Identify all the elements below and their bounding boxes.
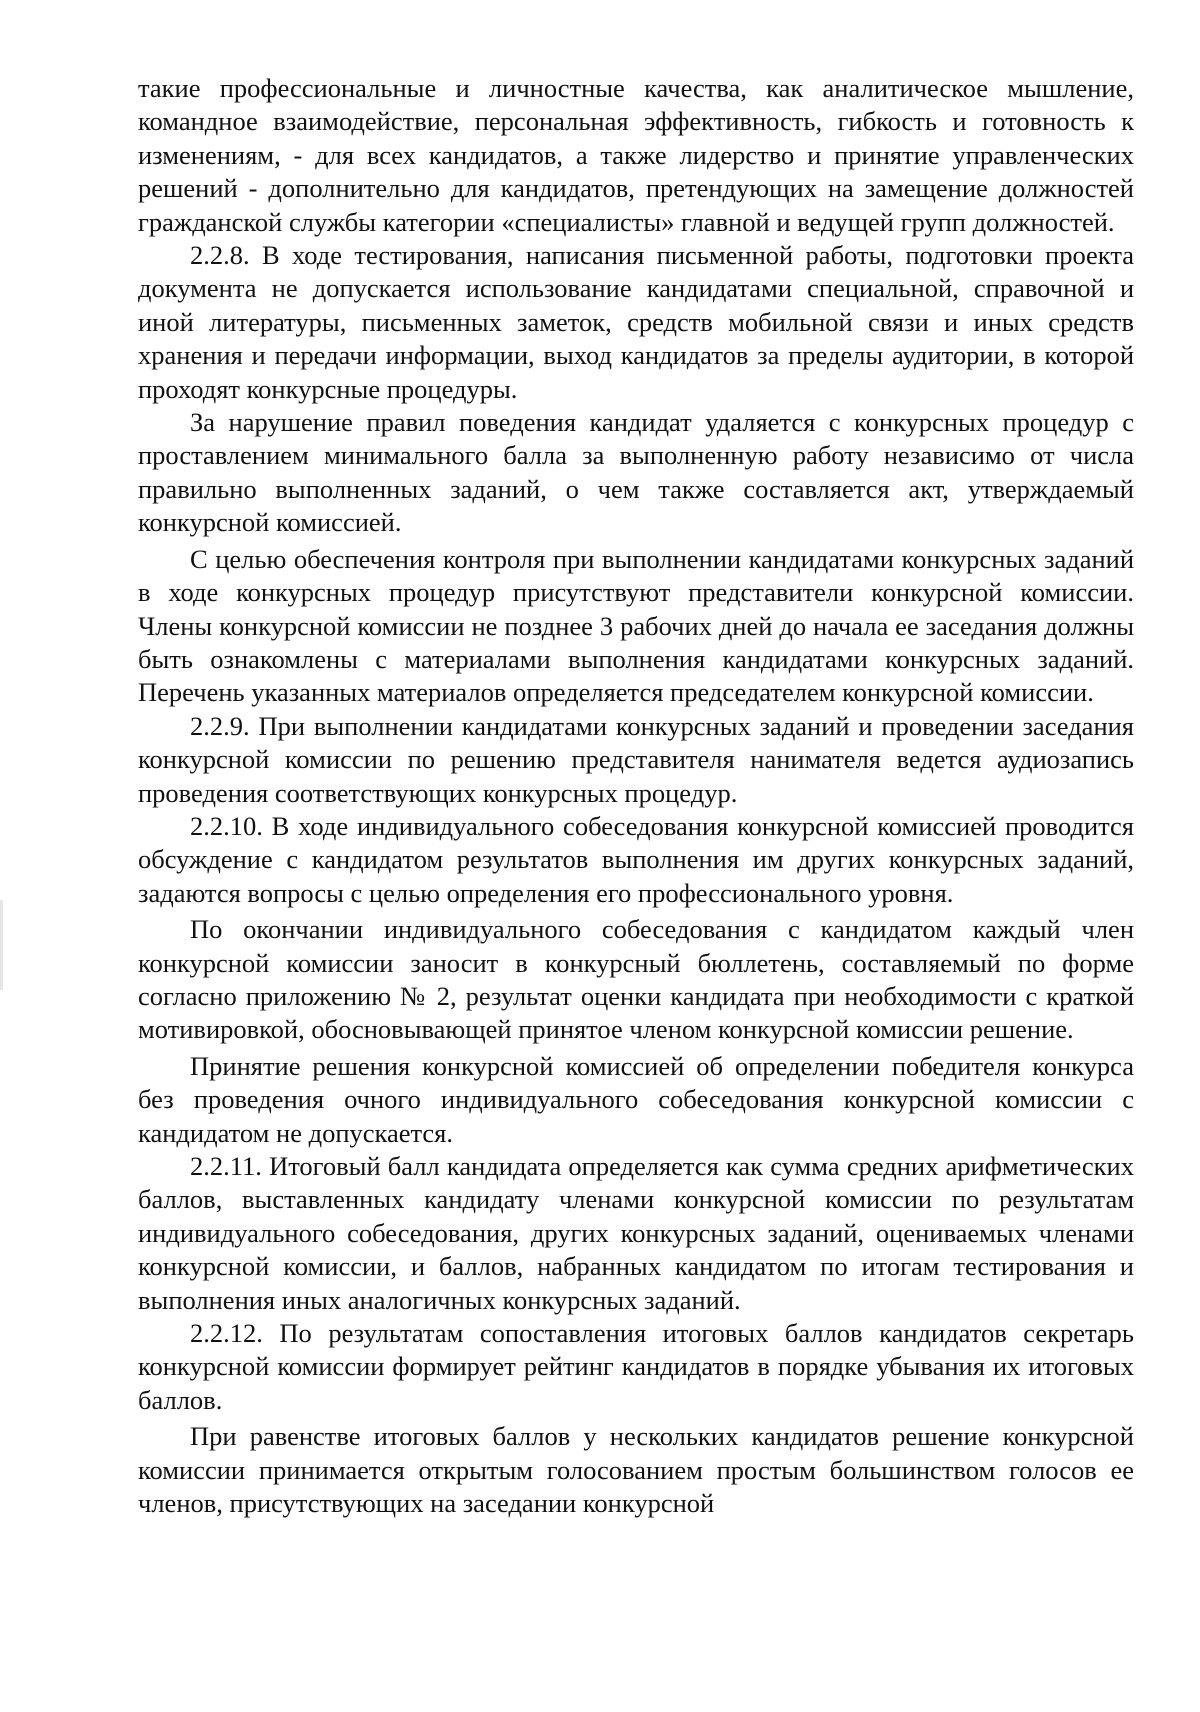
paragraph-2-2-12: 2.2.12. По результатам сопоставления итоговых баллов кандидатов секретарь конкурсной комиссии формирует рейтинг кандидатов в порядке убывания их итоговых баллов. bbox=[138, 1318, 1134, 1415]
paragraph-interview-ballot: По окончании индивидуального собеседования с кандидатом каждый член конкурсной комиссии заносит в конкурсный бюллетень, составляемый по форме согласно приложению № 2, результат оценки кандидата при необходимости с краткой мотивировкой, обосновывающей принятое членом конкурсной комиссии решение. bbox=[138, 914, 1134, 1045]
scan-edge-mark bbox=[0, 900, 3, 990]
paragraph-behavior-violation: За нарушение правил поведения кандидат удаляется с конкурсных процедур с проставлением минимального балла за выполненную работу независимо от числа правильно выполненных заданий, о чем также составляется акт, утверждаемый конкурсной комиссией. bbox=[138, 407, 1134, 538]
paragraph-equal-scores: При равенстве итоговых баллов у нескольких кандидатов решение конкурсной комиссии принимается открытым голосованием простым большинством голосов ее членов, присутствующих на заседании конкурсной bbox=[138, 1421, 1134, 1519]
paragraph-control-purpose: С целью обеспечения контроля при выполнении кандидатами конкурсных заданий в ходе конкурсных процедур присутствуют представители конкурсной комиссии. Члены конкурсной комиссии не позднее 3 рабочих дней до начала ее заседания должны быть ознакомлены с материалами выполнения кандидатами конкурсных заданий. Перечень указанных материалов определяется председателем конкурсной комиссии. bbox=[138, 543, 1134, 708]
paragraph-2-2-9: 2.2.9. При выполнении кандидатами конкурсных заданий и проведении заседания конкурсной комиссии по решению представителя нанимателя ведется аудиозапись проведения соответствующих конкурсных процедур. bbox=[138, 710, 1134, 808]
paragraph-decision-without-interview: Принятие решения конкурсной комиссией об определении победителя конкурса без проведения очного индивидуального собеседования конкурсной комиссии с кандидатом не допускается. bbox=[138, 1050, 1134, 1148]
paragraph-2-2-8: 2.2.8. В ходе тестирования, написания письменной работы, подготовки проекта документа не допускается использование кандидатами специальной, справочной и иной литературы, письменных заметок, средств мобильной связи и иных средств хранения и передачи информации, выход кандидатов за пределы аудитории, в которой проходят конкурсные процедуры. bbox=[138, 240, 1134, 404]
document-page bbox=[138, 72, 1134, 1520]
paragraph-2-2-11: 2.2.11. Итоговый балл кандидата определяется как сумма средних арифметических баллов, выставленных кандидату членами конкурсной комиссии по результатам индивидуального собеседования, других конкурсных заданий, оцениваемых членами конкурсной комиссии, и баллов, набранных кандидатом по итогам тестирования и выполнения иных аналогичных конкурсных заданий. bbox=[138, 1151, 1134, 1315]
paragraph-qualities-continuation: такие профессиональные и личностные качества, как аналитическое мышление, командное взаимодействие, персональная эффективность, гибкость и готовность к изменениям, - для всех кандидатов, а также лидерство и принятие управленческих решений - дополнительно для кандидатов, претендующих на замещение должностей гражданской службы категории «специалисты» главной и ведущей групп должностей. bbox=[138, 73, 1134, 237]
paragraph-2-2-10: 2.2.10. В ходе индивидуального собеседования конкурсной комиссией проводится обсуждение с кандидатом результатов выполнения им других конкурсных заданий, задаются вопросы с целью определения его профессионального уровня. bbox=[138, 810, 1134, 908]
